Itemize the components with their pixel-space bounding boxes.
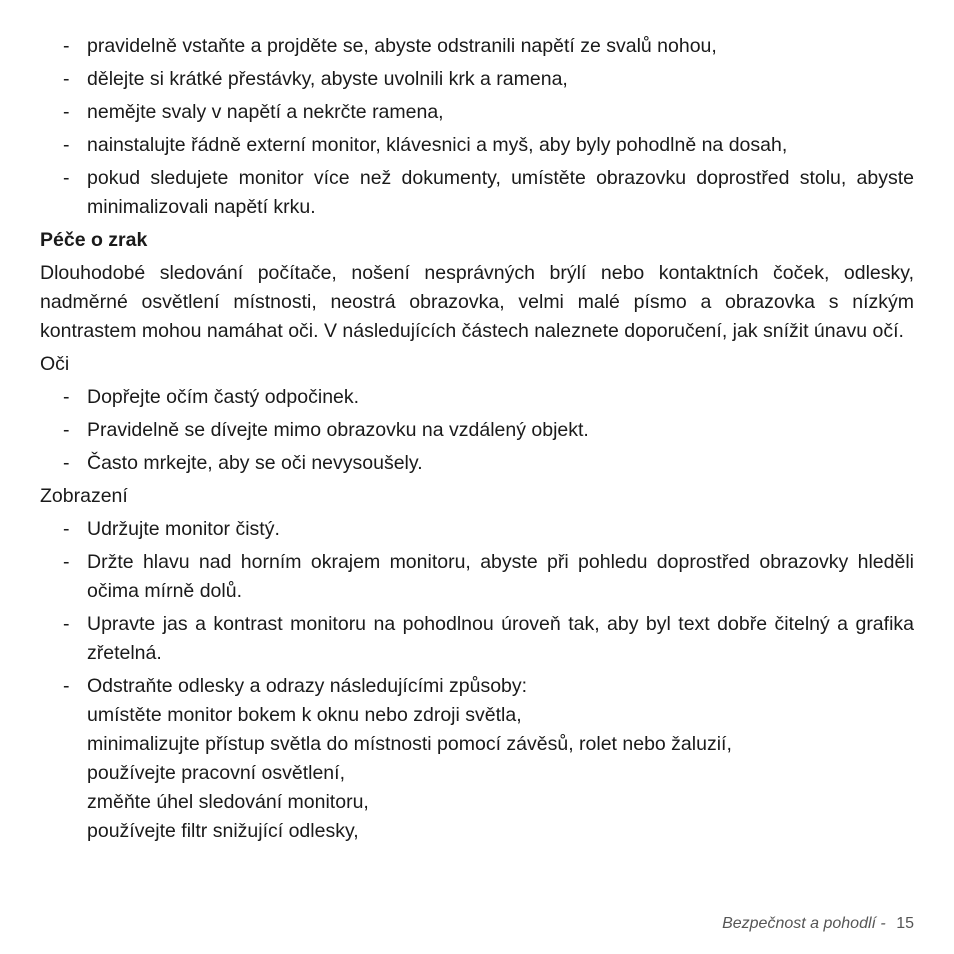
list-item: - Pravidelně se dívejte mimo obrazovku na vzdálený objekt. bbox=[40, 416, 914, 445]
section-intro-paragraph: Dlouhodobé sledování počítače, nošení nesprávných brýlí nebo kontaktních čoček, odlesky, nadměrné osvětlení místnosti, neostrá obrazovka, velmi malé písmo a obrazovka s nízkým kontrastem mohou namáhat oči. V následujících částech naleznete doporučení, jak snížit únavu očí. bbox=[40, 262, 914, 342]
glare-list-item bbox=[40, 672, 914, 846]
list-item: - pokud sledujete monitor více než dokumenty, umístěte obrazovku doprostřed stolu, abyste minimalizovali napětí krku. bbox=[40, 164, 914, 222]
list-item: - Upravte jas a kontrast monitoru na pohodlnou úroveň tak, aby byl text dobře čitelný a grafika zřetelná. bbox=[40, 610, 914, 668]
list-item: - nemějte svaly v napětí a nekrčte ramena, bbox=[40, 98, 914, 127]
list-item: - pravidelně vstaňte a projděte se, abyste odstranili napětí ze svalů nohou, bbox=[40, 32, 914, 61]
page-footer bbox=[722, 914, 914, 934]
eyes-subheading: Oči bbox=[40, 353, 70, 375]
list-item: - Udržujte monitor čistý. bbox=[40, 515, 914, 544]
list-item: - dělejte si krátké přestávky, abyste uvolnili krk a ramena, bbox=[40, 65, 914, 94]
list-item: - Často mrkejte, aby se oči nevysoušely. bbox=[40, 449, 914, 478]
page-number: 15 bbox=[896, 915, 914, 932]
glare-item: používejte filtr snižující odlesky, bbox=[87, 820, 359, 842]
display-subheading: Zobrazení bbox=[40, 485, 128, 507]
eyes-list bbox=[40, 383, 914, 478]
list-item: - nainstalujte řádně externí monitor, klávesnici a myš, aby byly pohodlně na dosah, bbox=[40, 131, 914, 160]
document-page bbox=[40, 32, 914, 850]
list-item: - Držte hlavu nad horním okrajem monitoru, abyste při pohledu doprostřed obrazovky hleděli očima mírně dolů. bbox=[40, 548, 914, 606]
display-list bbox=[40, 515, 914, 846]
glare-intro: - Odstraňte odlesky a odrazy následujícími způsoby: bbox=[87, 675, 528, 697]
list-item: - Dopřejte očím častý odpočinek. bbox=[40, 383, 914, 412]
glare-item: umístěte monitor bokem k oknu nebo zdroji světla, bbox=[87, 704, 522, 726]
glare-item: minimalizujte přístup světla do místnosti pomocí závěsů, rolet nebo žaluzií, bbox=[87, 733, 732, 755]
glare-item: změňte úhel sledování monitoru, bbox=[87, 791, 369, 813]
section-heading: Péče o zrak bbox=[40, 229, 148, 251]
glare-item: používejte pracovní osvětlení, bbox=[87, 762, 345, 784]
footer-section-title: Bezpečnost a pohodlí - bbox=[722, 915, 886, 932]
ergonomics-list bbox=[40, 32, 914, 222]
